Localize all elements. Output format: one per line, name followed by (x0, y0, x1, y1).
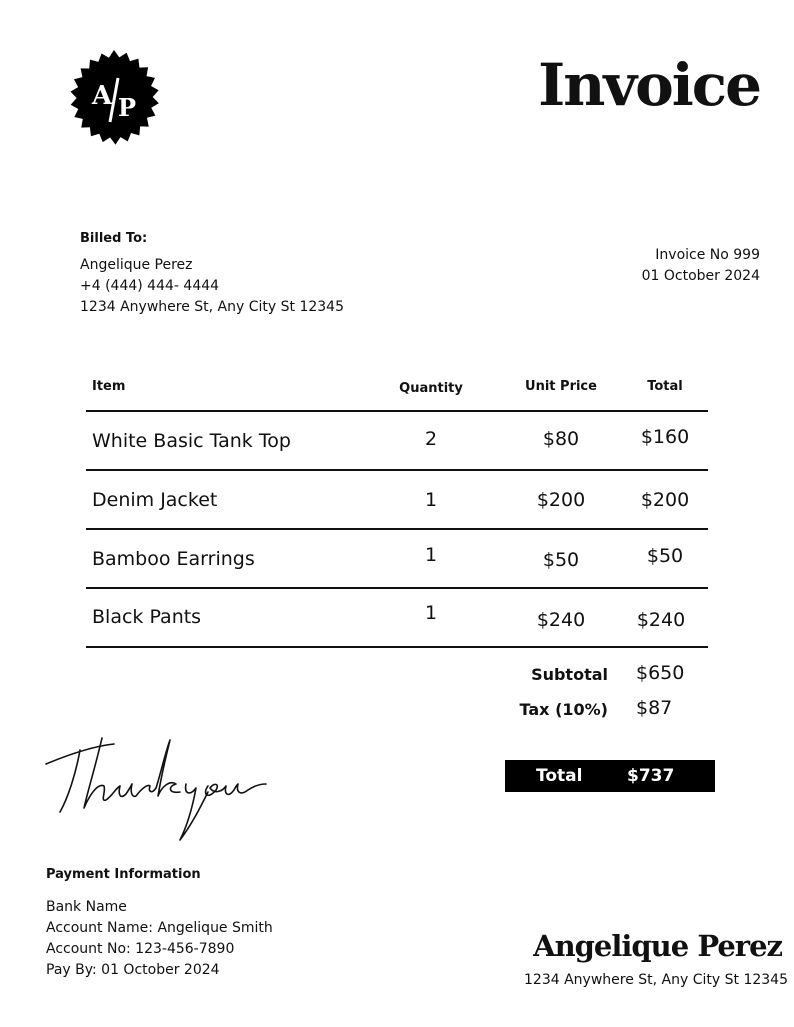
items-table (86, 370, 708, 648)
invoice-meta (642, 245, 760, 287)
subtotal-value: $650 (636, 662, 685, 684)
row-item: White Basic Tank Top (92, 430, 291, 452)
row-total: $200 (640, 489, 690, 511)
row-unit-price: $240 (536, 609, 586, 631)
subtotal-label: Subtotal (531, 665, 608, 684)
row-total: $160 (640, 426, 690, 448)
table-row (86, 530, 708, 589)
logo-badge (66, 50, 162, 146)
subtotal-row (500, 658, 700, 693)
billed-to-phone: +4 (444) 444- 4444 (80, 278, 220, 294)
header-quantity: Quantity (399, 381, 463, 396)
totals-summary (500, 658, 700, 728)
row-item: Denim Jacket (92, 489, 218, 511)
payment-info-details (46, 897, 273, 981)
tax-row (500, 693, 700, 728)
table-row (86, 589, 708, 648)
billed-to-label: Billed To: (80, 231, 148, 246)
table-row (86, 471, 708, 530)
row-item: Black Pants (92, 606, 202, 628)
payment-pay-by: Pay By: 01 October 2024 (46, 962, 220, 978)
payment-account-name: Account Name: Angelique Smith (46, 920, 273, 936)
row-quantity: 1 (424, 544, 438, 566)
svg-text:A: A (91, 81, 113, 111)
row-quantity: 2 (424, 428, 438, 450)
signature-icon (40, 728, 270, 848)
svg-text:P: P (117, 93, 137, 122)
page-title: Invoice (538, 51, 760, 119)
row-unit-price: $200 (536, 489, 586, 511)
row-total: $50 (646, 545, 684, 567)
table-row (86, 412, 708, 471)
row-item: Bamboo Earrings (92, 548, 255, 570)
row-quantity: 1 (424, 602, 438, 624)
grand-total-label: Total (536, 766, 583, 786)
invoice-date: 01 October 2024 (641, 268, 760, 284)
billed-to-address: 1234 Anywhere St, Any City St 12345 (80, 299, 344, 315)
header-unit-price: Unit Price (525, 379, 597, 394)
grand-total-value: $737 (627, 766, 675, 786)
payment-bank-name: Bank Name (46, 899, 127, 915)
table-header (86, 370, 708, 412)
row-unit-price: $80 (542, 428, 580, 450)
payment-account-number: Account No: 123-456-7890 (46, 941, 235, 957)
payment-info-label: Payment Information (46, 867, 201, 882)
header-item: Item (92, 379, 126, 394)
billed-to-details (80, 255, 344, 318)
logo-seal-icon (66, 50, 162, 146)
tax-value: $87 (636, 697, 673, 719)
thank-you-signature (40, 728, 270, 848)
invoice-number: Invoice No 999 (655, 247, 760, 263)
row-unit-price: $50 (542, 549, 580, 571)
header-total: Total (647, 379, 683, 394)
sender-name: Angelique Perez (533, 929, 782, 963)
grand-total-bar (505, 760, 715, 792)
tax-label: Tax (10%) (519, 700, 608, 719)
row-quantity: 1 (424, 489, 438, 511)
row-total: $240 (636, 609, 686, 631)
billed-to-name: Angelique Perez (80, 257, 193, 273)
sender-address: 1234 Anywhere St, Any City St 12345 (524, 972, 788, 988)
